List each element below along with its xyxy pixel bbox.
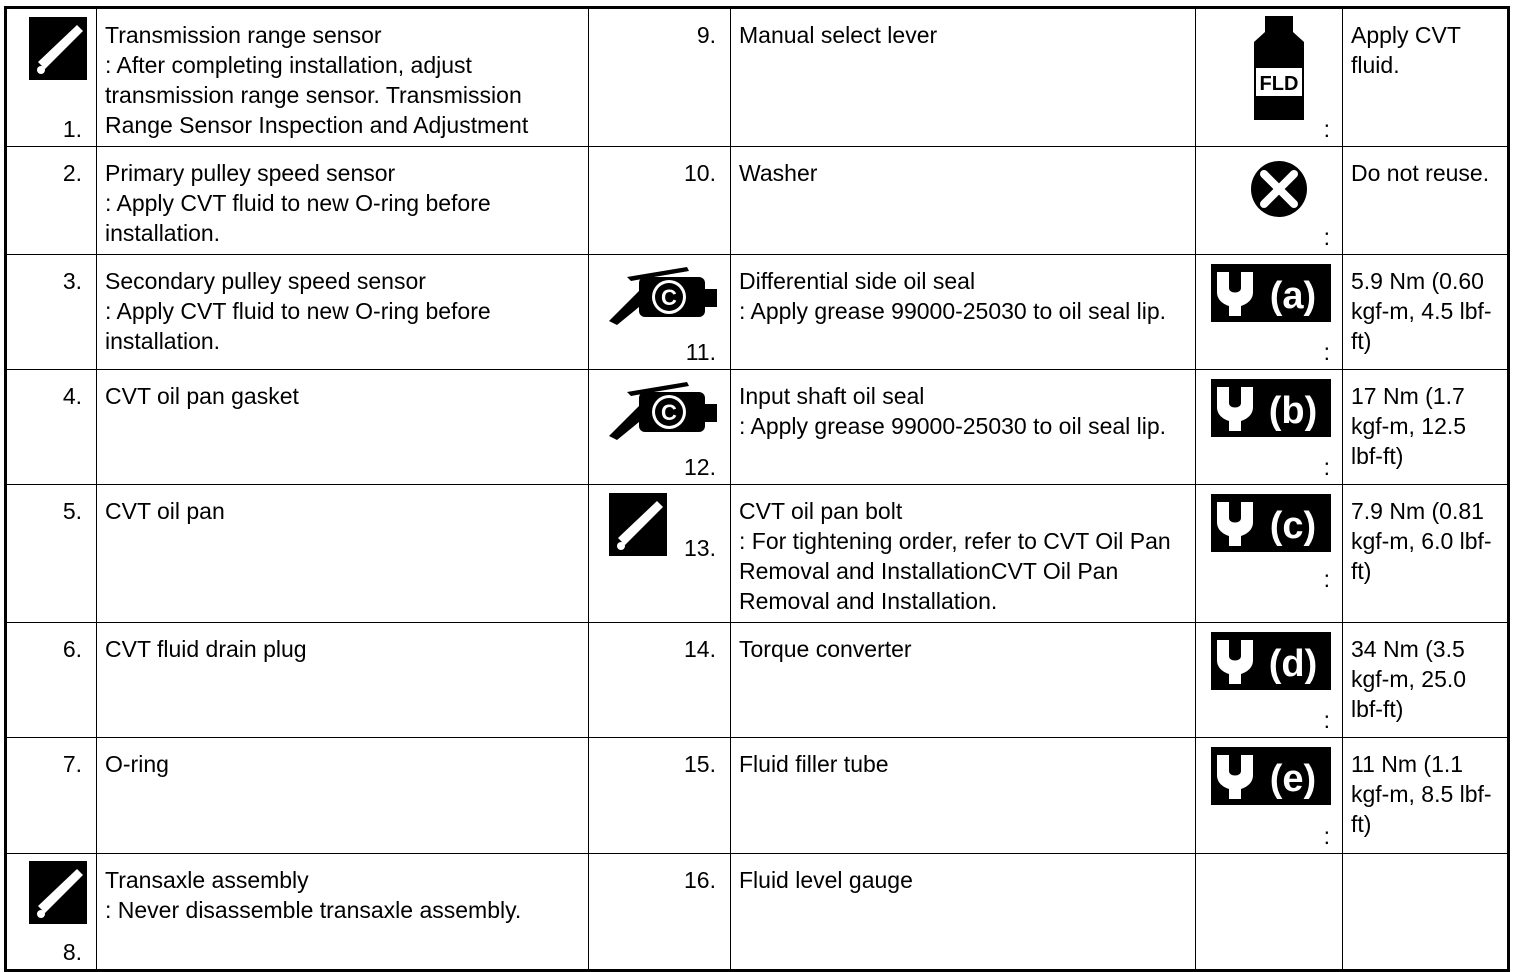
part-description xyxy=(731,485,1196,623)
part-name: CVT oil pan gasket xyxy=(105,383,299,409)
part-description xyxy=(97,147,589,255)
part-name: Input shaft oil seal xyxy=(739,383,925,409)
table-row xyxy=(6,255,1509,370)
symbol-meaning: Apply CVT fluid. xyxy=(1343,8,1509,147)
part-name: CVT oil pan bolt xyxy=(739,498,903,524)
part-name: O-ring xyxy=(105,751,169,777)
item-number: 4. xyxy=(62,383,82,409)
symbol-cell xyxy=(1196,738,1343,854)
fluid-label: FLD xyxy=(1259,73,1299,95)
item-number-cell xyxy=(6,485,97,623)
torque-wrench-icon xyxy=(1211,494,1331,552)
table-row xyxy=(6,370,1509,485)
part-description xyxy=(731,255,1196,370)
symbol-cell xyxy=(1196,147,1343,255)
part-name: CVT fluid drain plug xyxy=(105,636,307,662)
symbol-meaning: 11 Nm (1.1 kgf-m, 8.5 lbf-ft) xyxy=(1343,738,1509,854)
symbol-cell xyxy=(1196,485,1343,623)
item-number-cell xyxy=(589,485,731,623)
torque-letter: (b) xyxy=(1268,390,1318,432)
item-number-cell xyxy=(6,8,97,147)
item-number: 9. xyxy=(696,22,716,48)
table-row xyxy=(6,623,1509,738)
item-number-cell xyxy=(6,854,97,971)
torque-wrench-icon xyxy=(1211,747,1331,805)
item-number: 1. xyxy=(62,116,82,142)
part-description xyxy=(97,738,589,854)
torque-letter: (a) xyxy=(1269,275,1317,317)
item-number: 11. xyxy=(685,339,716,365)
part-name: Transmission range sensor xyxy=(105,22,382,48)
caution-pen-icon xyxy=(609,493,667,556)
part-name: Fluid level gauge xyxy=(739,867,913,893)
parts-legend-table xyxy=(4,6,1510,972)
item-number: 7. xyxy=(62,751,82,777)
symbol-cell xyxy=(1196,8,1343,147)
symbol-meaning xyxy=(1343,854,1509,971)
item-number-cell xyxy=(6,370,97,485)
part-description xyxy=(731,738,1196,854)
item-number-cell xyxy=(589,854,731,971)
part-name: Washer xyxy=(739,160,818,186)
item-number-cell xyxy=(589,738,731,854)
part-note: : Apply grease 99000-25030 to oil seal lip. xyxy=(739,413,1167,439)
item-number: 15. xyxy=(684,751,716,777)
part-description xyxy=(97,485,589,623)
part-description xyxy=(731,854,1196,971)
part-description xyxy=(97,623,589,738)
part-name: Fluid filler tube xyxy=(739,751,889,777)
symbol-colon: : xyxy=(1323,566,1330,592)
table-row xyxy=(6,738,1509,854)
part-description xyxy=(731,623,1196,738)
item-number: 12. xyxy=(684,454,716,480)
item-number-cell xyxy=(6,623,97,738)
torque-wrench-icon xyxy=(1211,264,1331,322)
item-number-cell xyxy=(589,147,731,255)
item-number: 13. xyxy=(684,535,716,561)
part-name: Primary pulley speed sensor xyxy=(105,160,396,186)
symbol-colon: : xyxy=(1323,224,1330,250)
symbol-cell xyxy=(1196,255,1343,370)
symbol-meaning: 34 Nm (3.5 kgf-m, 25.0 lbf-ft) xyxy=(1343,623,1509,738)
part-description xyxy=(97,255,589,370)
torque-wrench-icon xyxy=(1211,632,1331,690)
do-not-reuse-icon xyxy=(1250,160,1308,218)
caution-pen-icon xyxy=(29,861,87,924)
part-name: Manual select lever xyxy=(739,22,938,48)
item-number-cell xyxy=(6,738,97,854)
part-description xyxy=(731,370,1196,485)
item-number: 10. xyxy=(684,160,716,186)
part-description xyxy=(731,147,1196,255)
symbol-cell xyxy=(1196,370,1343,485)
symbol-meaning: Do not reuse. xyxy=(1343,147,1509,255)
table-row xyxy=(6,485,1509,623)
item-number: 16. xyxy=(684,867,716,893)
part-note: : Apply grease 99000-25030 to oil seal lip. xyxy=(739,298,1167,324)
symbol-meaning: 17 Nm (1.7 kgf-m, 12.5 lbf-ft) xyxy=(1343,370,1509,485)
symbol-meaning: 7.9 Nm (0.81 kgf-m, 6.0 lbf-ft) xyxy=(1343,485,1509,623)
symbol-cell xyxy=(1196,623,1343,738)
part-name: Secondary pulley speed sensor xyxy=(105,268,426,294)
part-note: : Apply CVT fluid to new O-ring before installation. xyxy=(105,190,491,246)
part-name: CVT oil pan xyxy=(105,498,225,524)
part-name: Transaxle assembly xyxy=(105,867,309,893)
item-number-cell xyxy=(589,8,731,147)
part-note: : Apply CVT fluid to new O-ring before installation. xyxy=(105,298,491,354)
item-number-cell xyxy=(6,147,97,255)
torque-wrench-icon xyxy=(1211,379,1331,437)
item-number: 5. xyxy=(62,498,82,524)
table-row xyxy=(6,854,1509,971)
part-note: : For tightening order, refer to CVT Oil Pan Removal and InstallationCVT Oil Pan Removal and Installation. xyxy=(739,528,1171,614)
part-note: : Never disassemble transaxle assembly. xyxy=(105,897,522,923)
item-number-cell xyxy=(6,255,97,370)
item-number: 8. xyxy=(62,939,82,965)
part-description xyxy=(97,370,589,485)
part-name: Torque converter xyxy=(739,636,912,662)
torque-letter: (e) xyxy=(1269,758,1317,800)
symbol-colon: : xyxy=(1323,454,1330,480)
symbol-colon: : xyxy=(1323,707,1330,733)
grease-letter: C xyxy=(661,285,677,310)
torque-letter: (c) xyxy=(1269,505,1317,547)
symbol-colon: : xyxy=(1323,339,1330,365)
torque-letter: (d) xyxy=(1268,643,1318,685)
symbol-colon: : xyxy=(1323,823,1330,849)
item-number-cell xyxy=(589,623,731,738)
symbol-cell xyxy=(1196,854,1343,971)
part-description xyxy=(97,8,589,147)
grease-letter: C xyxy=(661,400,677,425)
part-description xyxy=(731,8,1196,147)
table-row xyxy=(6,147,1509,255)
part-name: Differential side oil seal xyxy=(739,268,976,294)
table-row xyxy=(6,8,1509,147)
item-number: 2. xyxy=(62,160,82,186)
caution-pen-icon xyxy=(29,17,87,80)
grease-gun-icon xyxy=(609,378,719,440)
fluid-bottle-icon xyxy=(1246,16,1312,120)
item-number-cell xyxy=(589,255,731,370)
symbol-meaning: 5.9 Nm (0.60 kgf-m, 4.5 lbf-ft) xyxy=(1343,255,1509,370)
part-note: : After completing installation, adjust transmission range sensor. Transmission Range Sensor Inspection and Adjustment xyxy=(105,52,529,138)
item-number: 3. xyxy=(62,268,82,294)
item-number-cell xyxy=(589,370,731,485)
item-number: 6. xyxy=(62,636,82,662)
item-number: 14. xyxy=(684,636,716,662)
grease-gun-icon xyxy=(609,263,719,325)
symbol-colon: : xyxy=(1323,116,1330,142)
part-description xyxy=(97,854,589,971)
